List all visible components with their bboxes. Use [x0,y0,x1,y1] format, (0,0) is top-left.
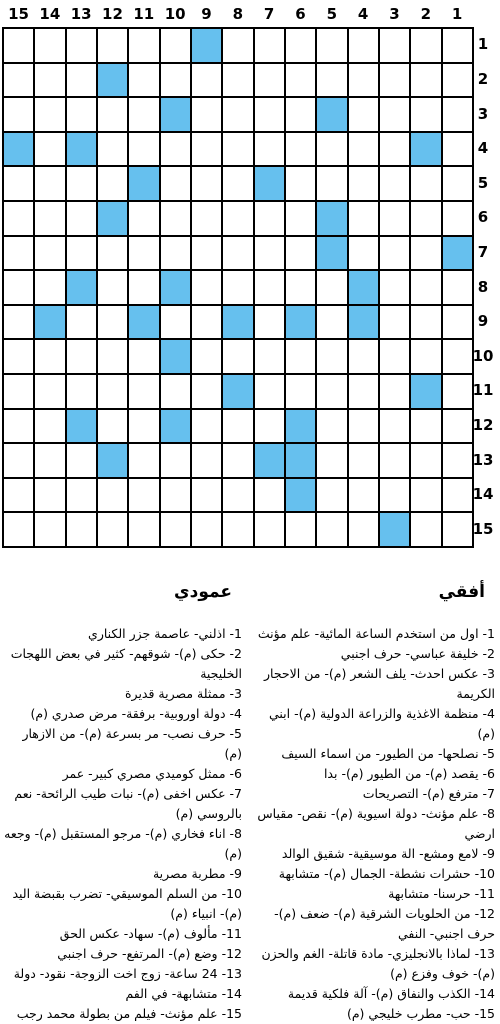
grid-cell[interactable] [317,271,348,306]
black-cell [349,306,380,341]
black-cell [317,98,348,133]
grid-cell[interactable] [255,306,286,341]
grid-cell[interactable] [192,306,223,341]
grid-cell[interactable] [161,306,192,341]
grid-cell[interactable] [129,513,160,548]
grid-cell[interactable] [98,513,129,548]
grid-cell[interactable] [35,98,66,133]
black-cell [317,237,348,272]
grid-cell[interactable] [129,64,160,99]
grid-cell[interactable] [349,202,380,237]
grid-cell[interactable] [411,479,442,514]
grid-cell[interactable] [4,167,35,202]
grid-cell[interactable] [255,64,286,99]
black-cell [129,167,160,202]
grid-cell[interactable] [67,64,98,99]
grid-cell[interactable] [380,29,411,64]
clue-item: 10- حشرات نشطة- الجمال (م)- متشابهة [278,866,495,881]
black-cell [223,375,254,410]
grid-cell[interactable] [223,513,254,548]
row-number: 13 [472,450,494,469]
grid-cell[interactable] [286,202,317,237]
grid-cell[interactable] [380,375,411,410]
grid-cell[interactable] [317,340,348,375]
grid-cell[interactable] [286,64,317,99]
black-cell [411,375,442,410]
clue-item: 12- من الحلويات الشرقية (م)- ضعف (م)- حرف اجنبي- النفي [274,906,495,941]
clue-item: 3- عكس احدث- يلف الشعر (م)- من الاحجار الكريمة [264,666,495,701]
grid-cell[interactable] [67,375,98,410]
grid-cell[interactable] [161,444,192,479]
grid-cell[interactable] [35,64,66,99]
grid-cell[interactable] [4,410,35,445]
row-number: 1 [477,35,489,54]
clue-item: 14- الكذب والنفاق (م)- آلة فلكية قديمة [287,986,495,1001]
black-cell [286,444,317,479]
grid-cell[interactable] [286,98,317,133]
grid-cell[interactable] [192,98,223,133]
grid-cell[interactable] [161,375,192,410]
row-number: 5 [477,173,489,192]
clue-item: 13- لماذا بالانجليزي- مادة قاتلة- الغم والحزن (م)- خوف وفزع (م) [261,946,495,981]
grid-cell[interactable] [380,410,411,445]
row-number: 11 [472,381,494,400]
grid-cell[interactable] [255,98,286,133]
grid-cell[interactable] [223,340,254,375]
grid-cell[interactable] [286,340,317,375]
grid-cell[interactable] [192,237,223,272]
clue-item: 14- متشابهة- في الفم [125,986,242,1001]
black-cell [98,202,129,237]
grid-cell[interactable] [161,167,192,202]
clue-item: 1- اذلني- عاصمة جزر الكناري [88,626,242,641]
grid-cell[interactable] [317,444,348,479]
grid-cell[interactable] [98,29,129,64]
grid-cell[interactable] [349,410,380,445]
grid-cell[interactable] [380,98,411,133]
black-cell [286,306,317,341]
grid-cell[interactable] [98,306,129,341]
grid-cell[interactable] [349,479,380,514]
clue-item: 11- مألوف (م)- سهاد- عكس الحق [59,926,242,941]
grid-cell[interactable] [317,64,348,99]
column-number: 3 [389,5,400,23]
grid-cell[interactable] [411,444,442,479]
grid-cell[interactable] [223,167,254,202]
grid-cell[interactable] [129,202,160,237]
clue-item: 6- يقصد (م)- من الطيور (م)- بدا [323,766,495,781]
grid-cell[interactable] [223,479,254,514]
grid-cell[interactable] [223,271,254,306]
grid-cell[interactable] [223,202,254,237]
clue-item: 1- اول من استخدم الساعة المائية- علم مؤنث [257,626,495,641]
grid-cell[interactable] [349,375,380,410]
clue-item: 7- عكس اخفى (م)- نبات طيب الرائحة- نعم بالروسي (م) [14,786,242,821]
grid-cell[interactable] [223,29,254,64]
grid-cell[interactable] [4,271,35,306]
grid-cell[interactable] [35,479,66,514]
grid-cell[interactable] [192,340,223,375]
grid-cell[interactable] [98,271,129,306]
grid-cell[interactable] [286,375,317,410]
column-number: 10 [164,5,186,23]
grid-cell[interactable] [4,237,35,272]
grid-cell[interactable] [129,340,160,375]
grid-cell[interactable] [4,202,35,237]
grid-cell[interactable] [98,237,129,272]
grid-cell[interactable] [223,410,254,445]
row-number: 14 [472,485,494,504]
clue-item: 4- دولة اوروبية- برفقة- مرض صدري (م) [30,706,242,721]
row-number: 15 [472,519,494,538]
grid-cell[interactable] [349,133,380,168]
grid-cell[interactable] [192,513,223,548]
grid-cell[interactable] [411,64,442,99]
grid-cell[interactable] [192,271,223,306]
grid-cell[interactable] [35,410,66,445]
grid-cell[interactable] [4,98,35,133]
grid-cell[interactable] [411,513,442,548]
row-number: 8 [477,277,489,296]
grid-cell[interactable] [161,202,192,237]
clue-item: 6- ممثل كوميدي مصري كبير- عمر [62,766,242,781]
grid-cell[interactable] [35,29,66,64]
clue-item: 9- مطربة مصرية [152,866,242,881]
grid-cell[interactable] [192,375,223,410]
grid-cell[interactable] [161,64,192,99]
crossword-grid [2,27,474,548]
grid-cell[interactable] [317,29,348,64]
grid-cell[interactable] [380,444,411,479]
grid-cell[interactable] [380,202,411,237]
grid-cell[interactable] [98,375,129,410]
clue-item: 12- وضع (م)- المرتفع- حرف اجنبي [57,946,242,961]
grid-cell[interactable] [35,133,66,168]
grid-cell[interactable] [67,202,98,237]
vertical-title: عمودي [174,582,232,602]
grid-cell[interactable] [349,64,380,99]
grid-cell[interactable] [67,98,98,133]
column-number: 12 [102,5,123,23]
grid-cell[interactable] [223,64,254,99]
clue-item: 9- لامع ومشع- الة موسيقية- شقيق الوالد [281,846,495,861]
grid-cell[interactable] [380,479,411,514]
black-cell [35,306,66,341]
grid-cell[interactable] [161,237,192,272]
column-number: 1 [451,5,463,23]
grid-cell[interactable] [67,340,98,375]
grid-cell[interactable] [129,375,160,410]
black-cell [67,271,98,306]
clue-item: 8- اناء فخاري (م)- مرجو المستقبل (م)- وجعه (م) [4,826,242,861]
grid-cell[interactable] [255,29,286,64]
grid-cell[interactable] [255,479,286,514]
grid-cell[interactable] [255,340,286,375]
grid-cell[interactable] [129,410,160,445]
grid-cell[interactable] [255,513,286,548]
grid-cell[interactable] [4,479,35,514]
grid-cell[interactable] [317,410,348,445]
grid-cell[interactable] [35,444,66,479]
grid-cell[interactable] [98,98,129,133]
grid-cell[interactable] [380,306,411,341]
grid-cell[interactable] [411,29,442,64]
grid-cell[interactable] [35,237,66,272]
grid-cell[interactable] [286,167,317,202]
grid-cell[interactable] [98,340,129,375]
grid-cell[interactable] [35,375,66,410]
grid-cell[interactable] [255,133,286,168]
row-number: 2 [477,69,489,88]
grid-cell[interactable] [255,375,286,410]
grid-cell[interactable] [161,513,192,548]
black-cell [411,133,442,168]
grid-cell[interactable] [411,167,442,202]
clue-item: 2- خليفة عباسي- حرف اجنبي [340,646,495,661]
black-cell [161,340,192,375]
black-cell [161,410,192,445]
grid-cell[interactable] [35,202,66,237]
grid-cell[interactable] [4,513,35,548]
column-number: 13 [70,5,92,23]
grid-cell[interactable] [98,133,129,168]
grid-cell[interactable] [255,271,286,306]
black-cell [317,202,348,237]
grid-cell[interactable] [35,340,66,375]
black-cell [286,410,317,445]
grid-cell[interactable] [349,237,380,272]
grid-cell[interactable] [67,167,98,202]
vertical-clues [4,624,242,1024]
row-number: 10 [472,346,494,365]
grid-cell[interactable] [223,237,254,272]
grid-cell[interactable] [223,98,254,133]
black-cell [349,271,380,306]
grid-cell[interactable] [223,133,254,168]
grid-cell[interactable] [98,479,129,514]
grid-cell[interactable] [286,271,317,306]
grid-cell[interactable] [67,29,98,64]
grid-cell[interactable] [67,237,98,272]
grid-cell[interactable] [317,167,348,202]
horizontal-clues [257,624,495,1024]
row-number: 6 [477,208,489,227]
black-cell [161,98,192,133]
black-cell [98,64,129,99]
grid-cell[interactable] [4,29,35,64]
grid-cell[interactable] [286,237,317,272]
grid-cell[interactable] [411,306,442,341]
column-number: 2 [420,5,431,23]
grid-cell[interactable] [35,167,66,202]
grid-cell[interactable] [349,513,380,548]
grid-cell[interactable] [67,479,98,514]
column-number: 11 [133,5,155,23]
clue-item: 5- نصلحها- من الطيور- من اسماء السيف [281,746,495,761]
grid-cell[interactable] [192,479,223,514]
grid-cell[interactable] [380,340,411,375]
black-cell [223,306,254,341]
grid-cell[interactable] [67,513,98,548]
black-cell [161,271,192,306]
grid-cell[interactable] [255,237,286,272]
clue-item: 15- حب- مطرب خليجي (م) [346,1006,495,1021]
grid-cell[interactable] [380,133,411,168]
column-numbers [0,0,500,28]
grid-cell[interactable] [161,29,192,64]
grid-cell[interactable] [349,444,380,479]
clue-item: 15- علم مؤنث- فيلم من بطولة محمد رجب [16,1006,242,1021]
column-number: 8 [232,5,244,23]
grid-cell[interactable] [317,479,348,514]
grid-cell[interactable] [35,513,66,548]
grid-cell[interactable] [67,444,98,479]
grid-cell[interactable] [192,167,223,202]
grid-cell[interactable] [4,306,35,341]
row-number: 4 [477,139,489,158]
black-cell [192,29,223,64]
column-number: 9 [201,5,212,23]
column-number: 14 [39,5,61,23]
column-number: 5 [326,5,338,23]
grid-cell[interactable] [4,64,35,99]
clue-item: 3- ممثلة مصرية قديرة [125,686,242,701]
row-number: 3 [477,104,489,123]
clue-item: 8- علم مؤنث- دولة اسيوية (م)- نقص- مقياس ارضي [257,806,495,841]
grid-cell[interactable] [129,237,160,272]
grid-cell[interactable] [411,202,442,237]
grid-cell[interactable] [192,444,223,479]
grid-cell[interactable] [129,479,160,514]
grid-cell[interactable] [98,167,129,202]
grid-cell[interactable] [129,271,160,306]
grid-cell[interactable] [317,306,348,341]
grid-cell[interactable] [192,133,223,168]
clue-item: 11- حرسنا- متشابهة [388,886,495,901]
grid-cell[interactable] [411,271,442,306]
black-cell [67,410,98,445]
black-cell [129,306,160,341]
grid-cell[interactable] [129,29,160,64]
grid-cell[interactable] [411,98,442,133]
row-number: 7 [477,242,489,261]
grid-cell[interactable] [4,375,35,410]
black-cell [380,513,411,548]
grid-cell[interactable] [98,410,129,445]
grid-cell[interactable] [67,306,98,341]
black-cell [67,133,98,168]
grid-cell[interactable] [192,64,223,99]
grid-cell[interactable] [349,167,380,202]
black-cell [255,444,286,479]
grid-cell[interactable] [411,237,442,272]
grid-cell[interactable] [317,375,348,410]
column-number: 7 [263,5,275,23]
row-number: 9 [477,312,489,331]
grid-cell[interactable] [349,29,380,64]
clue-item: 10- من السلم الموسيقي- تضرب بقبضة اليد (م)- انبياء (م) [12,886,242,921]
column-number: 4 [357,5,369,23]
grid-cell[interactable] [286,133,317,168]
black-cell [286,479,317,514]
grid-cell[interactable] [317,133,348,168]
grid-cell[interactable] [129,444,160,479]
grid-cell[interactable] [161,133,192,168]
grid-cell[interactable] [223,444,254,479]
grid-cell[interactable] [380,167,411,202]
grid-cell[interactable] [380,64,411,99]
grid-cell[interactable] [349,340,380,375]
black-cell [98,444,129,479]
column-number: 15 [8,5,29,23]
grid-cell[interactable] [317,513,348,548]
black-cell [255,167,286,202]
row-number: 12 [472,415,494,434]
grid-cell[interactable] [129,133,160,168]
grid-cell[interactable] [380,271,411,306]
black-cell [4,133,35,168]
column-number: 6 [295,5,306,23]
grid-cell[interactable] [129,98,160,133]
clue-item: 5- حرف نصب- مر بسرعة (م)- من الازهار (م) [22,726,242,761]
grid-cell[interactable] [161,479,192,514]
grid-cell[interactable] [411,340,442,375]
grid-cell[interactable] [35,271,66,306]
horizontal-title: أفقي [438,582,485,602]
grid-cell[interactable] [255,410,286,445]
grid-cell[interactable] [4,340,35,375]
clue-item: 4- منظمة الاغذية والزراعة الدولية (م)- ابني (م) [268,706,495,741]
clue-item: 13- 24 ساعة- زوج اخت الزوجة- نقود- دولة [13,966,242,981]
grid-cell[interactable] [349,98,380,133]
grid-cell[interactable] [286,29,317,64]
grid-cell[interactable] [4,444,35,479]
grid-cell[interactable] [192,410,223,445]
grid-cell[interactable] [286,513,317,548]
grid-cell[interactable] [192,202,223,237]
grid-cell[interactable] [380,237,411,272]
grid-cell[interactable] [255,202,286,237]
grid-cell[interactable] [411,410,442,445]
clue-item: 7- مترفع (م)- التصريحات [362,786,495,801]
clue-item: 2- حكى (م)- شوقهم- كثير في بعض اللهجات الخليجية [10,646,242,681]
